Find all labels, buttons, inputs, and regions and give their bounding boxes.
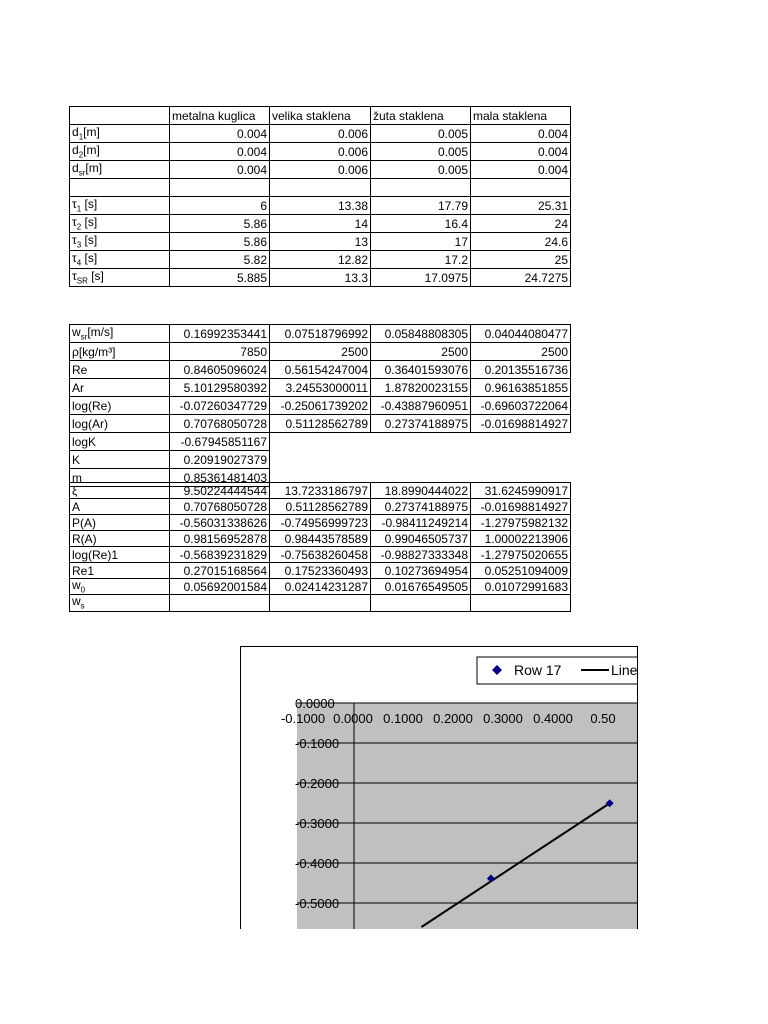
row-label bbox=[70, 379, 170, 397]
table-dimensions-times bbox=[69, 106, 571, 287]
row-label-text: R(A) bbox=[72, 531, 97, 546]
value-cell: 0.96163851855 bbox=[471, 379, 571, 397]
table-row bbox=[70, 483, 571, 499]
value-cell: 17.0975 bbox=[371, 269, 471, 287]
row-label-unit: [s] bbox=[87, 268, 104, 283]
row-label-unit: [m] bbox=[83, 142, 100, 157]
table-row bbox=[70, 547, 571, 563]
value-cell bbox=[371, 595, 471, 611]
empty-cell bbox=[371, 451, 471, 469]
table-row bbox=[70, 379, 571, 397]
value-cell: 0.85361481403 bbox=[170, 469, 270, 487]
empty-cell bbox=[270, 451, 371, 469]
value-cell: -0.75638260458 bbox=[270, 547, 371, 563]
row-label-sub: 1 bbox=[78, 132, 84, 142]
y-tick-label: -0.5000 bbox=[295, 896, 340, 911]
row-label-text: log(Re)1 bbox=[72, 547, 119, 562]
value-cell: -0.07260347729 bbox=[170, 397, 270, 415]
value-cell: 5.86 bbox=[170, 233, 270, 251]
value-cell: -0.67945851167 bbox=[170, 433, 270, 451]
row-label bbox=[70, 325, 170, 343]
value-cell: 31.6245990917 bbox=[471, 483, 571, 499]
value-cell: -0.74956999723 bbox=[270, 515, 371, 531]
table-row bbox=[70, 595, 571, 611]
value-cell: -0.43887960951 bbox=[371, 397, 471, 415]
value-cell: 5.86 bbox=[170, 215, 270, 233]
value-cell: 13.3 bbox=[270, 269, 371, 287]
value-cell: 13.38 bbox=[270, 197, 371, 215]
row-label bbox=[70, 197, 170, 215]
value-cell bbox=[170, 179, 270, 197]
value-cell bbox=[270, 595, 371, 611]
row-label-unit: [s] bbox=[81, 196, 98, 211]
value-cell: 0.20919027379 bbox=[170, 451, 270, 469]
value-cell: 25.31 bbox=[471, 197, 571, 215]
y-tick-label: 0.0000 bbox=[295, 696, 335, 711]
value-cell: 12.82 bbox=[270, 251, 371, 269]
table-row bbox=[70, 579, 571, 595]
value-cell: 0.006 bbox=[270, 161, 371, 179]
table-row bbox=[70, 161, 571, 179]
value-cell: 0.27374188975 bbox=[371, 499, 471, 515]
row-label-unit: [m] bbox=[85, 160, 103, 175]
value-cell: -0.25061739202 bbox=[270, 397, 371, 415]
value-cell bbox=[471, 595, 571, 611]
value-cell: 0.56154247004 bbox=[270, 361, 371, 379]
row-label-text: d bbox=[72, 124, 79, 139]
column-header: žuta staklena bbox=[371, 107, 471, 125]
row-label-text: τ bbox=[72, 232, 77, 247]
column-header bbox=[70, 107, 170, 125]
value-cell bbox=[170, 595, 270, 611]
row-label-text: w bbox=[72, 578, 81, 592]
value-cell: 0.98156952878 bbox=[170, 531, 270, 547]
row-label-text: ξ bbox=[72, 483, 78, 498]
row-label-unit: [s] bbox=[81, 232, 98, 247]
table-row bbox=[70, 197, 571, 215]
table-row bbox=[70, 397, 571, 415]
row-label-text: τ bbox=[72, 268, 77, 283]
value-cell: 0.07518796992 bbox=[270, 325, 371, 343]
table-row bbox=[70, 269, 571, 287]
value-cell: 0.51128562789 bbox=[270, 499, 371, 515]
row-label-sub: 4 bbox=[76, 258, 82, 268]
table-row bbox=[70, 361, 571, 379]
table-row bbox=[70, 143, 571, 161]
empty-cell bbox=[471, 451, 571, 469]
value-cell: 0.51128562789 bbox=[270, 415, 371, 433]
value-cell: -0.98827333348 bbox=[371, 547, 471, 563]
value-cell: -0.01698814927 bbox=[471, 499, 571, 515]
row-label-text: ρ[kg/m³] bbox=[72, 344, 116, 359]
row-label-text: log(Ar) bbox=[72, 416, 109, 431]
row-label-text: τ bbox=[72, 250, 77, 265]
value-cell: -0.56839231829 bbox=[170, 547, 270, 563]
value-cell: 0.004 bbox=[471, 143, 571, 161]
table-row bbox=[70, 499, 571, 515]
row-label-sub: 2 bbox=[76, 222, 82, 232]
row-label bbox=[70, 563, 170, 579]
value-cell: -1.27975982132 bbox=[471, 515, 571, 531]
x-tick-label: 0.3000 bbox=[483, 711, 523, 726]
row-label-text: w bbox=[72, 324, 81, 339]
value-cell: 0.004 bbox=[471, 161, 571, 179]
value-cell: 0.70768050728 bbox=[170, 499, 270, 515]
value-cell: 7850 bbox=[170, 343, 270, 361]
value-cell: 0.70768050728 bbox=[170, 415, 270, 433]
value-cell: 0.01676549505 bbox=[371, 579, 471, 595]
value-cell: 0.004 bbox=[170, 125, 270, 143]
value-cell: 0.98443578589 bbox=[270, 531, 371, 547]
table-row bbox=[70, 343, 571, 361]
row-label-text: logK bbox=[72, 434, 97, 449]
value-cell: 24.7275 bbox=[471, 269, 571, 287]
value-cell: 0.99046505737 bbox=[371, 531, 471, 547]
value-cell: 17.79 bbox=[371, 197, 471, 215]
row-label-sub: 1 bbox=[76, 204, 82, 214]
row-label bbox=[70, 499, 170, 515]
value-cell: 0.04044080477 bbox=[471, 325, 571, 343]
x-tick-label: 0.50 bbox=[590, 711, 616, 726]
value-cell: 0.16992353441 bbox=[170, 325, 270, 343]
value-cell: 18.8990444022 bbox=[371, 483, 471, 499]
row-label bbox=[70, 595, 170, 611]
x-tick-label: -0.1000 bbox=[280, 711, 326, 726]
row-label-sub: sr bbox=[80, 332, 88, 342]
value-cell: 0.004 bbox=[170, 161, 270, 179]
row-label-unit: [s] bbox=[81, 214, 98, 229]
x-tick-label: 0.1000 bbox=[383, 711, 423, 726]
value-cell: -0.56031338626 bbox=[170, 515, 270, 531]
row-label bbox=[70, 579, 170, 595]
row-label-text: d bbox=[72, 160, 79, 175]
row-label-sub: 0 bbox=[80, 585, 86, 595]
row-label bbox=[70, 343, 170, 361]
value-cell: 13 bbox=[270, 233, 371, 251]
value-cell: 0.27015168564 bbox=[170, 563, 270, 579]
row-label-unit: [s] bbox=[81, 250, 98, 265]
value-cell: 6 bbox=[170, 197, 270, 215]
value-cell: -1.27975020655 bbox=[471, 547, 571, 563]
value-cell: 2500 bbox=[270, 343, 371, 361]
row-label-sub: 3 bbox=[76, 240, 82, 250]
empty-cell bbox=[371, 433, 471, 451]
row-label bbox=[70, 161, 170, 179]
value-cell: 0.01072991683 bbox=[471, 579, 571, 595]
value-cell: 1.87820023155 bbox=[371, 379, 471, 397]
value-cell: -0.01698814927 bbox=[471, 415, 571, 433]
row-label bbox=[70, 397, 170, 415]
value-cell: 0.005 bbox=[371, 161, 471, 179]
row-label bbox=[70, 251, 170, 269]
row-label bbox=[70, 233, 170, 251]
value-cell: 24.6 bbox=[471, 233, 571, 251]
value-cell: 0.05692001584 bbox=[170, 579, 270, 595]
value-cell bbox=[471, 179, 571, 197]
value-cell: 24 bbox=[471, 215, 571, 233]
row-label bbox=[70, 483, 170, 499]
row-label-text: τ bbox=[72, 196, 77, 211]
row-label-text: Re bbox=[72, 362, 88, 377]
table-row bbox=[70, 179, 571, 197]
table-row bbox=[70, 233, 571, 251]
value-cell: 1.00002213906 bbox=[471, 531, 571, 547]
table-row bbox=[70, 325, 571, 343]
row-label-sub: 2 bbox=[78, 150, 84, 160]
row-label bbox=[70, 125, 170, 143]
row-label-sub: SR bbox=[76, 276, 88, 286]
column-header: metalna kuglica bbox=[170, 107, 270, 125]
row-label bbox=[70, 179, 170, 197]
row-label bbox=[70, 143, 170, 161]
value-cell: 0.004 bbox=[471, 125, 571, 143]
value-cell: 0.36401593076 bbox=[371, 361, 471, 379]
row-label-text: m bbox=[72, 470, 82, 485]
row-label-sub: s bbox=[80, 601, 85, 611]
row-label bbox=[70, 269, 170, 287]
row-label bbox=[70, 547, 170, 563]
value-cell: 0.02414231287 bbox=[270, 579, 371, 595]
value-cell: 2500 bbox=[471, 343, 571, 361]
table-row bbox=[70, 215, 571, 233]
row-label-unit: [m/s] bbox=[87, 324, 114, 339]
row-label-sub: sr bbox=[78, 168, 86, 178]
legend bbox=[477, 657, 637, 684]
value-cell: 0.004 bbox=[170, 143, 270, 161]
table-row bbox=[70, 433, 571, 451]
chart bbox=[240, 646, 638, 929]
value-cell: 13.7233186797 bbox=[270, 483, 371, 499]
y-tick-label: -0.4000 bbox=[295, 856, 340, 871]
header-row bbox=[70, 107, 571, 125]
row-label bbox=[70, 215, 170, 233]
row-label bbox=[70, 515, 170, 531]
row-label-text: K bbox=[72, 452, 81, 467]
table-row bbox=[70, 125, 571, 143]
row-label bbox=[70, 433, 170, 451]
row-label-text: P(A) bbox=[72, 515, 96, 530]
value-cell bbox=[371, 179, 471, 197]
row-label bbox=[70, 531, 170, 547]
y-tick-label: -0.3000 bbox=[295, 816, 340, 831]
value-cell: 5.885 bbox=[170, 269, 270, 287]
value-cell: 0.05251094009 bbox=[471, 563, 571, 579]
value-cell: 0.05848808305 bbox=[371, 325, 471, 343]
value-cell: -0.98411249214 bbox=[371, 515, 471, 531]
column-header: velika staklena bbox=[270, 107, 371, 125]
plot-area bbox=[297, 703, 637, 929]
value-cell: 5.10129580392 bbox=[170, 379, 270, 397]
value-cell: 0.005 bbox=[371, 125, 471, 143]
table-row bbox=[70, 451, 571, 469]
value-cell: 14 bbox=[270, 215, 371, 233]
y-tick-label: -0.1000 bbox=[295, 736, 340, 751]
row-label-text: d bbox=[72, 142, 79, 157]
x-tick-label: 0.0000 bbox=[333, 711, 373, 726]
value-cell: 0.006 bbox=[270, 143, 371, 161]
value-cell bbox=[270, 179, 371, 197]
chart-svg bbox=[241, 647, 637, 929]
table-flow-params bbox=[69, 324, 571, 487]
legend-label-line: Line bbox=[611, 662, 637, 678]
table-coefficients bbox=[69, 482, 571, 612]
value-cell: 25 bbox=[471, 251, 571, 269]
value-cell: 0.006 bbox=[270, 125, 371, 143]
x-tick-label: 0.4000 bbox=[533, 711, 573, 726]
row-label-text: τ bbox=[72, 214, 77, 229]
row-label-text: w bbox=[72, 594, 81, 609]
y-tick-label: -0.2000 bbox=[295, 776, 340, 791]
row-label-text: Re1 bbox=[72, 563, 95, 578]
row-label-unit: [m] bbox=[83, 124, 100, 139]
column-header: mala staklena bbox=[471, 107, 571, 125]
value-cell: 0.27374188975 bbox=[371, 415, 471, 433]
table-row bbox=[70, 531, 571, 547]
value-cell: 0.10273694954 bbox=[371, 563, 471, 579]
value-cell: 0.20135516736 bbox=[471, 361, 571, 379]
value-cell: 0.17523360493 bbox=[270, 563, 371, 579]
value-cell: 2500 bbox=[371, 343, 471, 361]
value-cell: 0.84605096024 bbox=[170, 361, 270, 379]
empty-cell bbox=[471, 433, 571, 451]
value-cell: 17.2 bbox=[371, 251, 471, 269]
row-label-text: A bbox=[72, 499, 81, 514]
row-label-text: log(Re) bbox=[72, 398, 112, 413]
table-row bbox=[70, 251, 571, 269]
value-cell: 16.4 bbox=[371, 215, 471, 233]
empty-cell bbox=[270, 433, 371, 451]
value-cell: 0.005 bbox=[371, 143, 471, 161]
table-row bbox=[70, 415, 571, 433]
table-row bbox=[70, 563, 571, 579]
legend-label-row17: Row 17 bbox=[514, 662, 562, 678]
table-row bbox=[70, 515, 571, 531]
value-cell: 17 bbox=[371, 233, 471, 251]
row-label-text: Ar bbox=[72, 380, 84, 395]
value-cell: -0.69603722064 bbox=[471, 397, 571, 415]
value-cell: 9.50224444544 bbox=[170, 483, 270, 499]
row-label bbox=[70, 415, 170, 433]
row-label bbox=[70, 361, 170, 379]
x-tick-label: 0.2000 bbox=[433, 711, 473, 726]
value-cell: 3.24553000011 bbox=[270, 379, 371, 397]
value-cell: 5.82 bbox=[170, 251, 270, 269]
row-label bbox=[70, 451, 170, 469]
